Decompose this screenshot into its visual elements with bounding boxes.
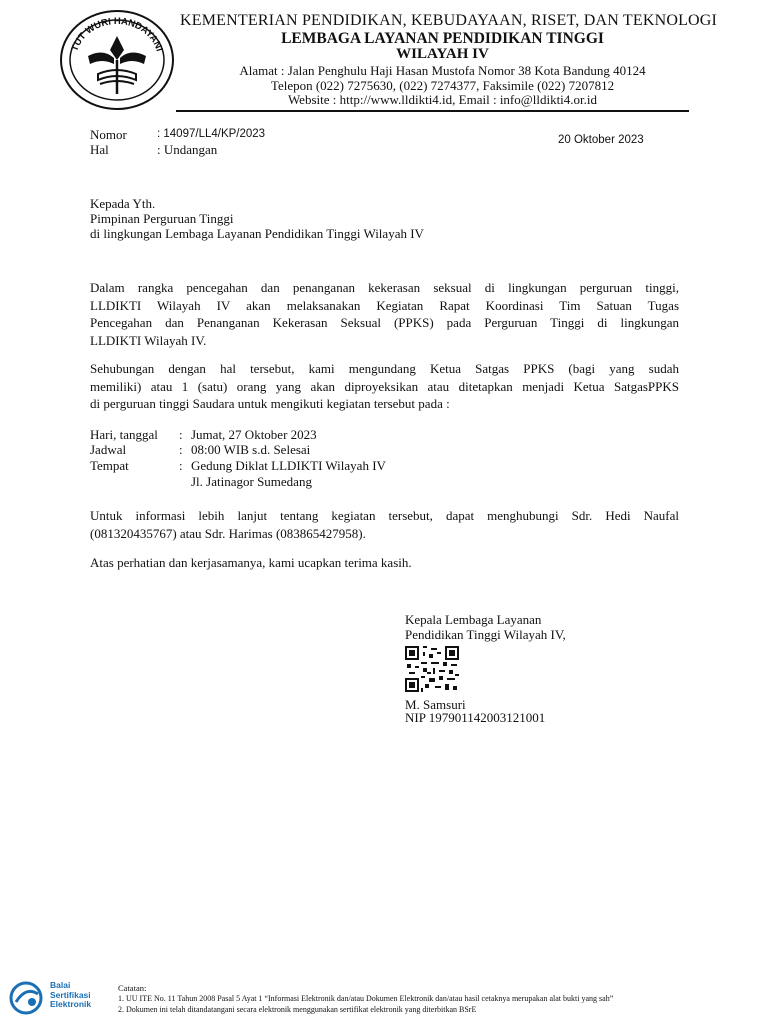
tut-wuri-handayani-logo	[58, 8, 176, 112]
letter-date: 20 Oktober 2023	[558, 134, 644, 146]
nomor-value: : 14097/LL4/KP/2023	[157, 128, 266, 140]
paragraph-2-line: di perguruan tinggi Saudara untuk mengikuti kegiatan tersebut pada :	[90, 396, 450, 412]
signatory-name: M. Samsuri	[405, 697, 466, 712]
letterhead-address: Alamat : Jalan Penghulu Haji Hasan Mustofa Nomor 38 Kota Bandung 40124	[239, 63, 646, 78]
recipient-line1: Kepada Yth.	[90, 196, 156, 211]
letterhead-website: Website : http://www.lldikti4.id, Email : info@lldikti4.or.id	[287, 92, 598, 107]
paragraph-3-line: Untuk informasi lebih lanjut tentang kegiatan tersebut, dapat menghubungi Sdr. Hedi Naufal	[90, 508, 679, 523]
paragraph-2-line: memiliki) atau 1 (satu) orang yang akan diproyeksikan atau ditetapkan menjadi Ketua SatgasPPKS	[90, 378, 679, 394]
event-day-value: Jumat, 27 Oktober 2023	[191, 427, 317, 442]
letterhead-divider	[176, 110, 689, 112]
event-place-value: Gedung Diklat LLDIKTI Wilayah IV	[191, 458, 386, 473]
event-place-address: Jl. Jatinagor Sumedang	[191, 474, 312, 489]
signatory-title-2: Pendidikan Tinggi Wilayah IV,	[405, 627, 566, 642]
paragraph-1-line: Dalam rangka pencegahan dan penanganan kekerasan seksual di lingkungan perguruan tinggi,	[90, 280, 679, 295]
paragraph-1-line: Pencegahan dan Penanganan Kekerasan Seksual (PPKS) pada Perguruan Tinggi di lingkungan	[90, 315, 679, 331]
paragraph-1-line: LLDIKTI Wilayah IV.	[90, 332, 207, 348]
event-time-colon: :	[179, 442, 183, 457]
nomor-label: Nomor	[90, 127, 127, 142]
bsre-emblem-icon	[8, 980, 44, 1016]
letterhead-phone: Telepon (022) 7275630, (022) 7274377, Faksimile (022) 7207812	[270, 78, 615, 93]
letterhead-agency: LEMBAGA LAYANAN PENDIDIKAN TINGGI	[281, 30, 604, 47]
signatory-title-1: Kepala Lembaga Layanan	[405, 612, 542, 627]
paragraph-1-line: LLDIKTI Wilayah IV akan melaksanakan Kegiatan Rapat Koordinasi Tim Satuan Tugas	[90, 297, 679, 313]
event-time-label: Jadwal	[90, 442, 127, 457]
signatory-nip: NIP 197901142003121001	[405, 710, 546, 725]
paragraph-1	[90, 279, 679, 349]
hal-value: : Undangan	[157, 142, 218, 157]
bsre-text-2: Sertifikasi	[50, 989, 91, 1000]
footer-note-1: 1. UU ITE No. 11 Tahun 2008 Pasal 5 Ayat 1 “Informasi Elektronik dan/atau Dokumen Elektronik dan/atau hasil cetaknya merupakan alat bukti yang sah”	[118, 994, 614, 1003]
hal-label: Hal	[90, 142, 109, 157]
footer-notes-heading: Catatan:	[118, 983, 147, 993]
event-place-label: Tempat	[90, 458, 129, 473]
closing-sentence: Atas perhatian dan kerjasamanya, kami ucapkan terima kasih.	[90, 555, 412, 570]
bsre-logo	[8, 978, 108, 1020]
paragraph-3-line: (081320435767) atau Sdr. Harimas (083865427958).	[90, 525, 366, 541]
letterhead-region: WILAYAH IV	[396, 46, 489, 62]
event-place-colon: :	[179, 458, 183, 473]
event-time-value: 08:00 WIB s.d. Selesai	[191, 442, 311, 457]
recipient-line3: di lingkungan Lembaga Layanan Pendidikan Tinggi Wilayah IV	[90, 226, 424, 241]
footer-note-2: 2. Dokumen ini telah ditandatangani secara elektronik menggunakan sertifikat elektronik yang diterbitkan BSrE	[118, 1005, 477, 1014]
recipient-line2: Pimpinan Perguruan Tinggi	[90, 211, 234, 226]
paragraph-3	[90, 507, 679, 542]
event-day-label: Hari, tanggal	[90, 427, 158, 442]
letterhead-ministry: KEMENTERIAN PENDIDIKAN, KEBUDAYAAN, RISET, DAN TEKNOLOGI	[180, 12, 718, 29]
paragraph-2-line: Sehubungan dengan hal tersebut, kami mengundang Ketua Satgas PPKS (bagi yang sudah	[90, 361, 679, 376]
qr-code-signature	[405, 646, 459, 692]
event-day-colon: :	[179, 427, 183, 442]
bsre-text-1: Balai	[50, 980, 71, 990]
paragraph-2	[90, 360, 679, 413]
bsre-text-3: Elektronik	[50, 999, 92, 1009]
logo-motto-text: TUT WURI HANDAYANI	[69, 15, 165, 53]
